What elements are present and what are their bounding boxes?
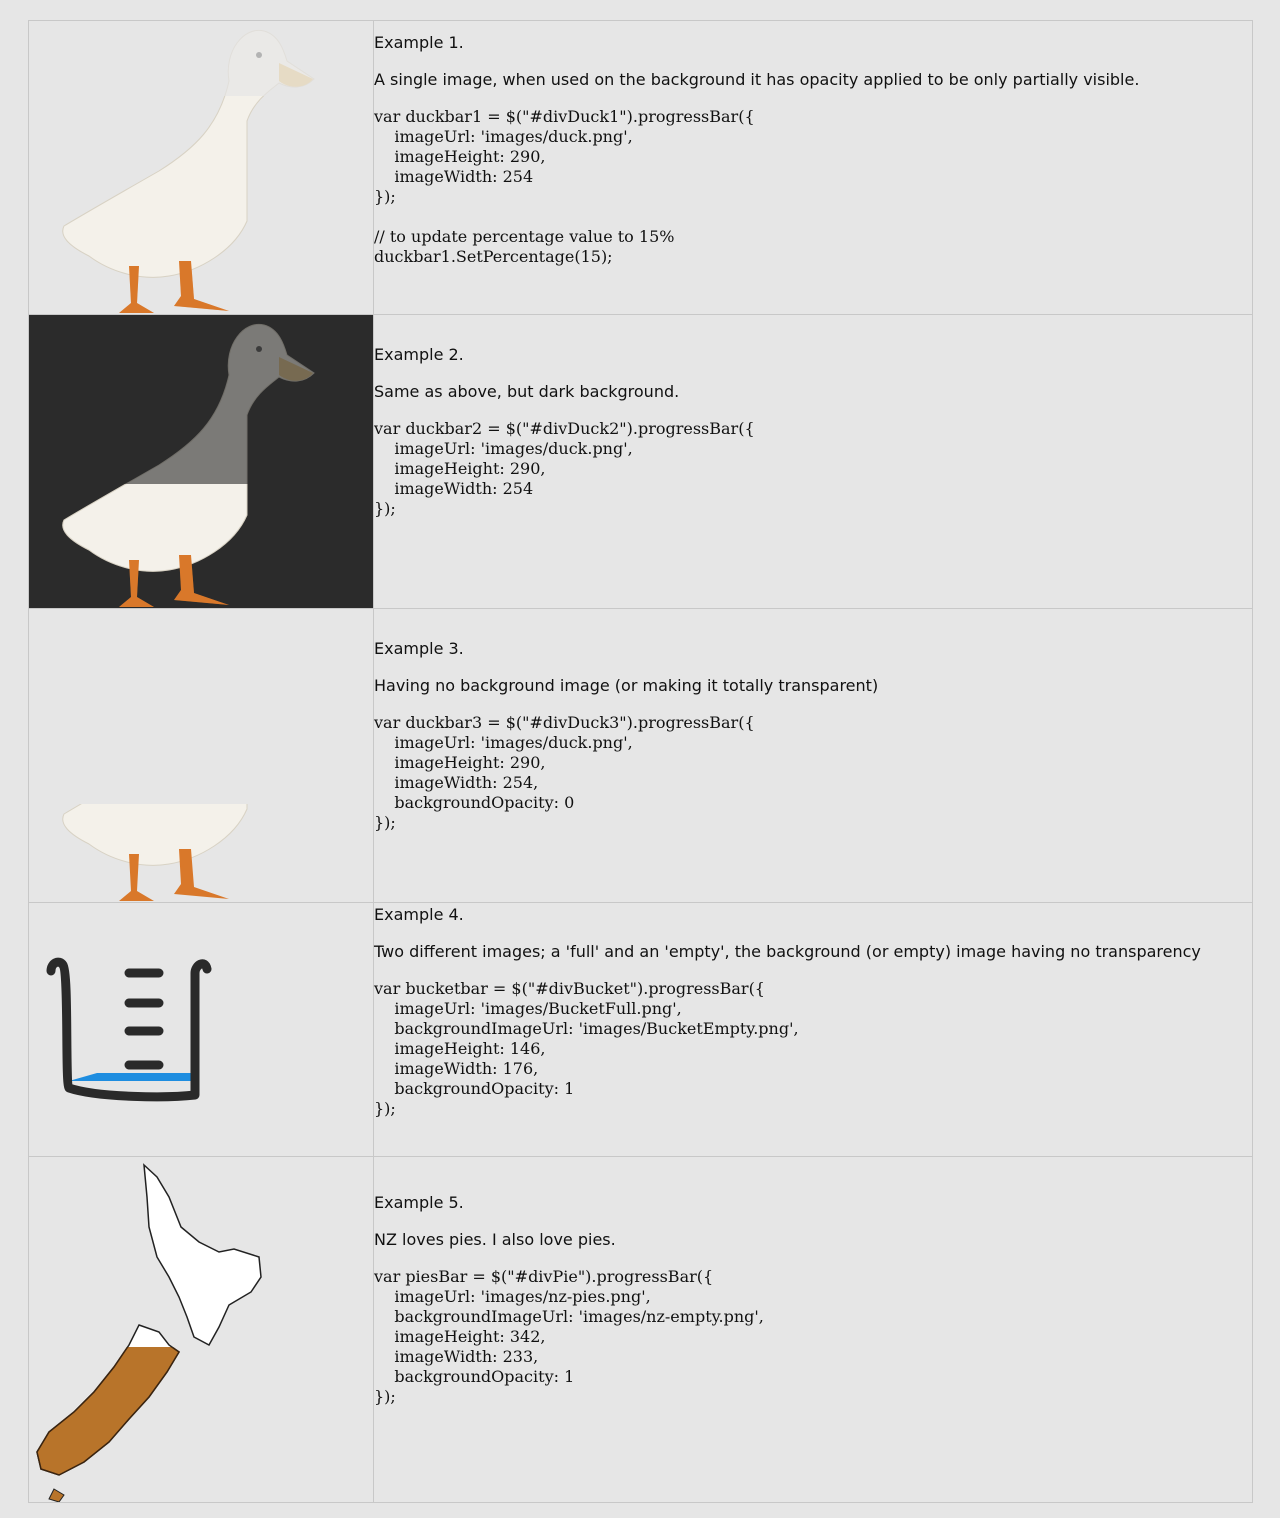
example-row bbox=[29, 315, 1253, 609]
examples-table bbox=[28, 20, 1253, 1503]
example-title: Example 2. bbox=[374, 344, 464, 364]
example-title: Example 1. bbox=[374, 33, 464, 52]
example-row bbox=[29, 1157, 1253, 1503]
duck-image bbox=[29, 609, 373, 902]
example-description: Having no background image (or making it totally transparent) bbox=[374, 675, 879, 695]
example-title: Example 5. bbox=[374, 1192, 464, 1212]
bucket-water bbox=[69, 1073, 197, 1081]
bucket-progress-image bbox=[29, 903, 374, 1157]
nz-map-image bbox=[29, 1157, 373, 1502]
duck-progress-image-3 bbox=[29, 609, 374, 903]
example-code: var bucketbar = $("#divBucket").progressBar({ imageUrl: 'images/BucketFull.png', backgroundImageUrl: 'images/BucketEmpty.png', imageHeight: 146, imageWidth: 176, backgroundOpacity: 1 }); bbox=[374, 979, 799, 1118]
example-text-2 bbox=[374, 315, 1253, 609]
nz-pies-progress-image bbox=[29, 1157, 374, 1503]
bucket-image bbox=[29, 903, 373, 1156]
example-row bbox=[29, 903, 1253, 1157]
example-row bbox=[29, 609, 1253, 903]
example-text-5 bbox=[374, 1157, 1253, 1503]
duck-image bbox=[29, 315, 373, 608]
example-code: var duckbar1 = $("#divDuck1").progressBar({ imageUrl: 'images/duck.png', imageHeight: 290, imageWidth: 254 }); // to update percentage value to 15% duckbar1.SetPercentage(15); bbox=[374, 107, 755, 266]
example-description: Same as above, but dark background. bbox=[374, 381, 680, 401]
example-text-3 bbox=[374, 609, 1253, 903]
example-title: Example 4. bbox=[374, 905, 464, 924]
duck-image bbox=[29, 21, 373, 314]
example-text-1 bbox=[374, 21, 1253, 315]
example-row bbox=[29, 21, 1253, 315]
example-description: NZ loves pies. I also love pies. bbox=[374, 1229, 616, 1249]
example-text-4 bbox=[374, 903, 1253, 1157]
duck-progress-image-2 bbox=[29, 315, 374, 609]
example-description: Two different images; a 'full' and an 'empty', the background (or empty) image having no transparency bbox=[374, 942, 1201, 961]
example-code: var piesBar = $("#divPie").progressBar({ imageUrl: 'images/nz-pies.png', backgroundImageUrl: 'images/nz-empty.png', imageHeight: 342, imageWidth: 233, backgroundOpacity: 1 }); bbox=[374, 1266, 764, 1406]
duck-progress-image-1 bbox=[29, 21, 374, 315]
example-code: var duckbar2 = $("#divDuck2").progressBar({ imageUrl: 'images/duck.png', imageHeight: 290, imageWidth: 254 }); bbox=[374, 418, 755, 518]
example-title: Example 3. bbox=[374, 638, 464, 658]
example-description: A single image, when used on the background it has opacity applied to be only partially visible. bbox=[374, 70, 1140, 89]
example-code: var duckbar3 = $("#divDuck3").progressBar({ imageUrl: 'images/duck.png', imageHeight: 290, imageWidth: 254, backgroundOpacity: 0 }); bbox=[374, 712, 755, 832]
